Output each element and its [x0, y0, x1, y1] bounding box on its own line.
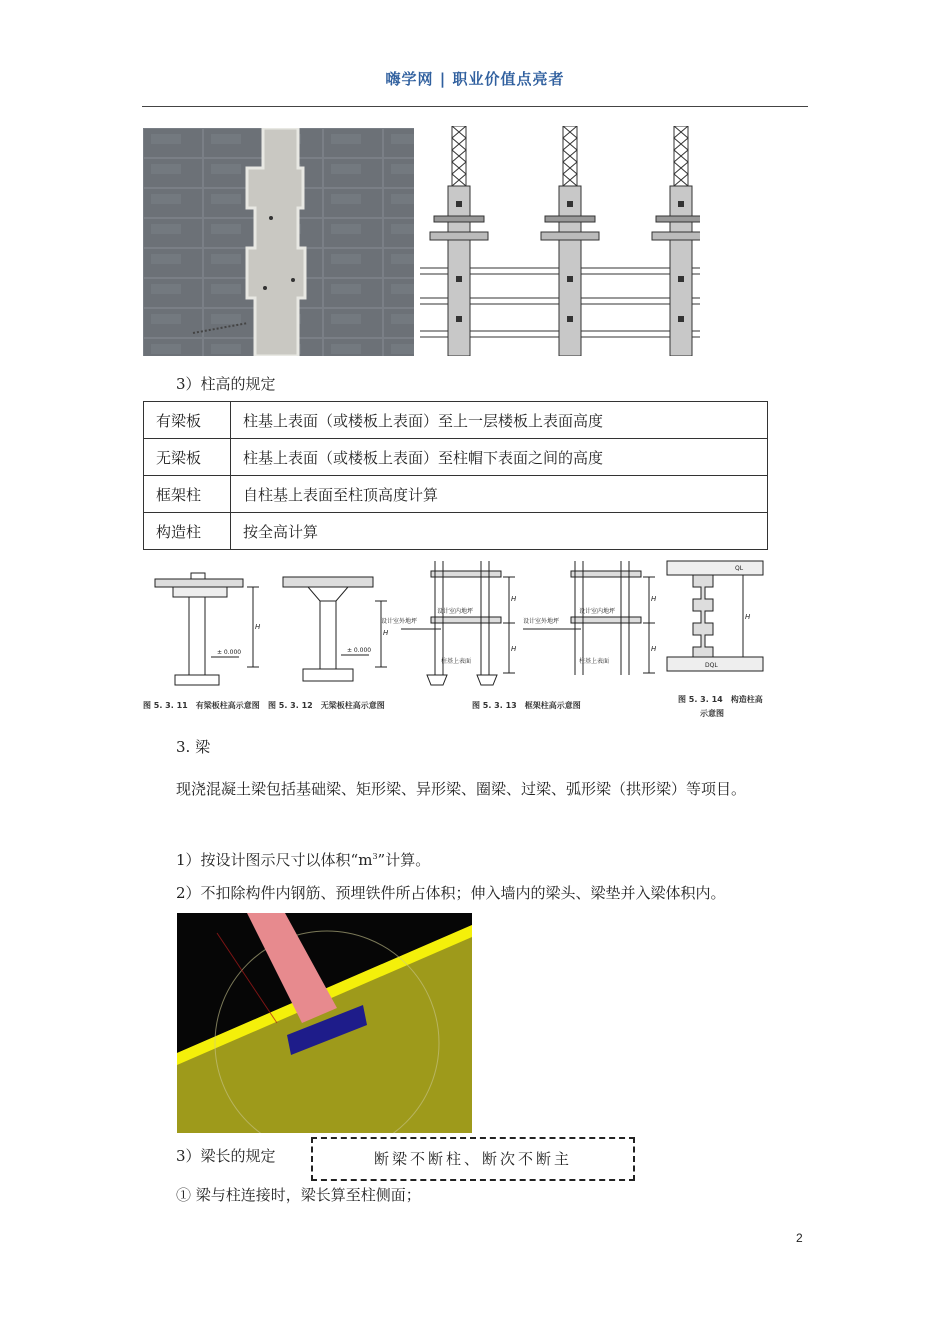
column-height-table — [143, 401, 768, 550]
column-height-diagrams — [143, 555, 783, 695]
beam-into-wall-illustration — [177, 913, 472, 1133]
dim-h-label: H — [745, 613, 751, 621]
table-row — [144, 513, 768, 550]
figure-caption-11: 图 5. 3. 11 有梁板柱高示意图 — [143, 701, 260, 710]
figure-caption-12: 图 5. 3. 12 无梁板柱高示意图 — [268, 701, 385, 710]
page-header: 嗨学网 | 职业价值点亮者 — [385, 70, 565, 88]
beam-intro: 现浇混凝土梁包括基础梁、矩形梁、异形梁、圈梁、过梁、弧形梁（拱形梁）等项目。 — [176, 780, 747, 798]
table-cell-type: 无梁板 — [144, 439, 231, 476]
ql-label: QL — [735, 565, 744, 572]
table-row — [144, 402, 768, 439]
beam-length-heading: 3）梁长的规定 — [176, 1147, 276, 1165]
drawing-column-steel-elevation — [420, 126, 700, 356]
table-cell-type: 构造柱 — [144, 513, 231, 550]
dim-h-label: H — [511, 595, 517, 603]
rule1-text-end: ”计算。 — [377, 851, 431, 869]
dql-label: DQL — [705, 662, 718, 669]
table-cell-rule: 按全高计算 — [231, 513, 768, 550]
dim-h-label: H — [651, 595, 657, 603]
base-top-label: 柱基上表面 — [579, 658, 610, 665]
zero-level-label: ± 0.000 — [217, 649, 242, 656]
beam-rule-2: 2）不扣除构件内钢筋、预埋铁件所占体积；伸入墙内的梁头、梁垫并入梁体积内。 — [176, 884, 726, 902]
table-row — [144, 439, 768, 476]
photo-construction-column — [143, 128, 414, 356]
dim-h-label: H — [511, 645, 517, 653]
unit-superscript: 3 — [372, 852, 378, 861]
zero-level-label: ± 0.000 — [347, 647, 372, 654]
beam-length-rule-1: ① 梁与柱连接时，梁长算至柱侧面； — [176, 1186, 421, 1204]
table-cell-rule: 柱基上表面（或楼板上表面）至上一层楼板上表面高度 — [231, 402, 768, 439]
dim-h-label: H — [651, 645, 657, 653]
outdoor-grade-label: 设计室外地坪 — [523, 618, 560, 625]
table-cell-type: 有梁板 — [144, 402, 231, 439]
base-top-label: 柱基上表面 — [441, 658, 472, 665]
dim-h-label: H — [383, 629, 389, 637]
table-row — [144, 476, 768, 513]
table-cell-rule: 自柱基上表面至柱顶高度计算 — [231, 476, 768, 513]
indoor-grade-label: 设计室内地坪 — [579, 608, 616, 615]
figure-caption-13: 图 5. 3. 13 框架柱高示意图 — [472, 701, 581, 710]
header-divider — [142, 106, 808, 107]
callout-box: 断梁不断柱、断次不断主 — [311, 1137, 635, 1181]
page-number: 2 — [796, 1231, 803, 1245]
dim-h-label: H — [255, 623, 261, 631]
figure-caption-14: 图 5. 3. 14 构造柱高 — [678, 695, 763, 704]
figure-caption-14b: 示意图 — [700, 709, 724, 718]
table-cell-type: 框架柱 — [144, 476, 231, 513]
column-height-heading: 3）柱高的规定 — [176, 375, 276, 393]
beam-rule-1 — [176, 846, 430, 871]
outdoor-grade-label: 设计室外地坪 — [381, 618, 418, 625]
table-cell-rule: 柱基上表面（或楼板上表面）至柱帽下表面之间的高度 — [231, 439, 768, 476]
indoor-grade-label: 设计室内地坪 — [437, 608, 474, 615]
rule1-text: 1）按设计图示尺寸以体积“m — [176, 851, 373, 869]
beam-heading: 3. 梁 — [176, 738, 211, 756]
